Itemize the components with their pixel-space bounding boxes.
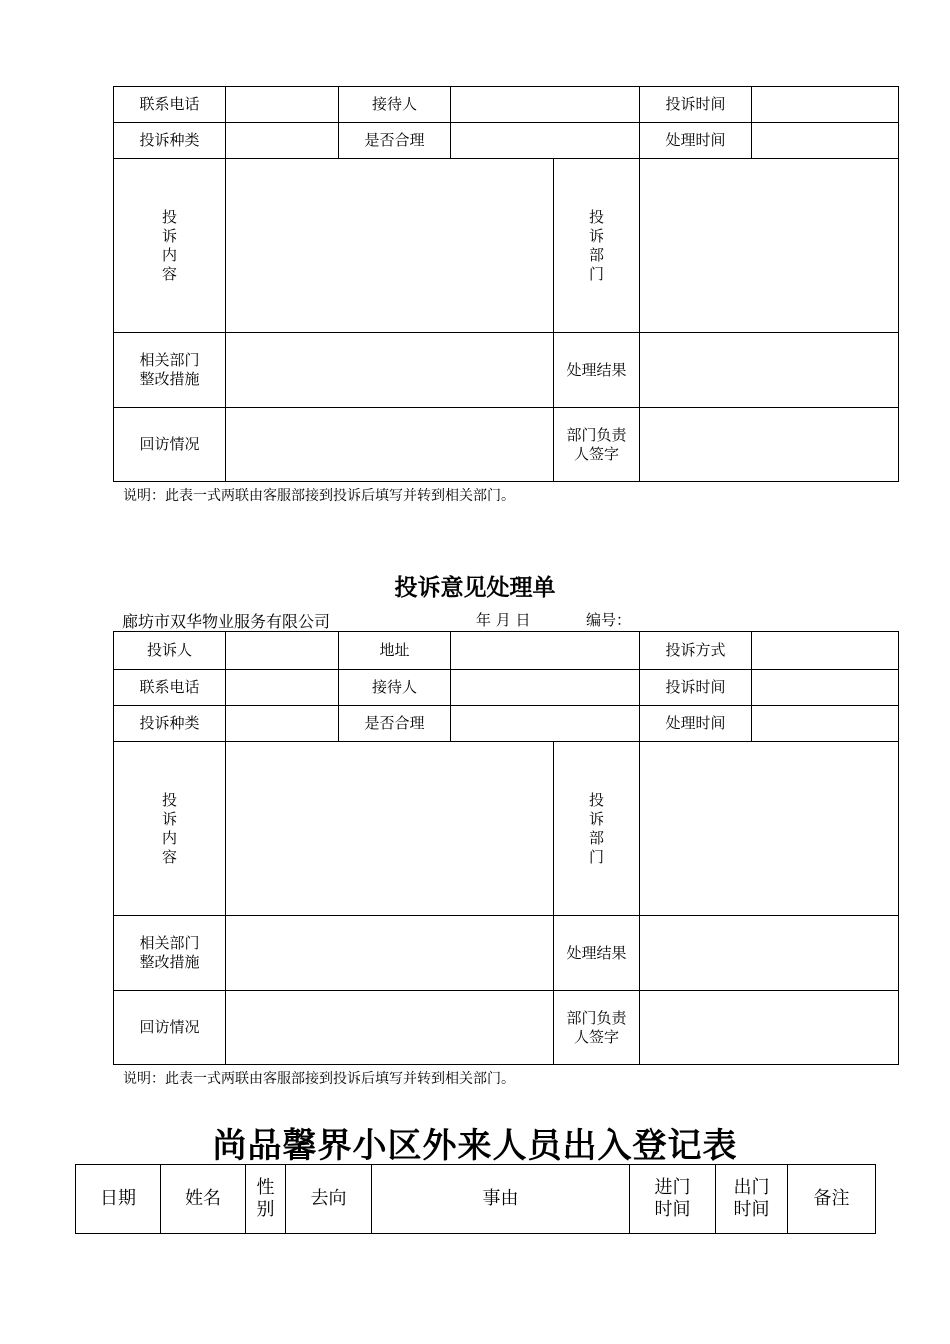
- field-label: 地址: [339, 632, 451, 670]
- field-label: 投诉方式: [640, 632, 752, 670]
- table-row: [114, 916, 899, 991]
- table-row: [114, 991, 899, 1065]
- complaint-dept-cell[interactable]: [640, 742, 899, 916]
- handle-time-cell[interactable]: [752, 706, 899, 742]
- result-label: 处理结果: [554, 916, 640, 991]
- measures-cell[interactable]: [226, 916, 554, 991]
- followup-label: 回访情况: [114, 991, 226, 1065]
- phone-cell[interactable]: [226, 87, 339, 123]
- receiver-cell[interactable]: [451, 87, 640, 123]
- table-row: [114, 670, 899, 706]
- field-label: 处理时间: [640, 123, 752, 159]
- sign-label: 部门负责 人签字: [554, 408, 640, 482]
- followup-label: 回访情况: [114, 408, 226, 482]
- receiver-cell[interactable]: [451, 670, 640, 706]
- field-label: 投诉种类: [114, 706, 226, 742]
- field-label: 是否合理: [339, 123, 451, 159]
- field-label: 联系电话: [114, 87, 226, 123]
- field-label: 投诉人: [114, 632, 226, 670]
- field-label: 联系电话: [114, 670, 226, 706]
- visitor-log-title: 尚品馨界小区外来人员出入登记表: [212, 1126, 738, 1166]
- field-label: 投诉时间: [640, 670, 752, 706]
- field-label: 投诉时间: [640, 87, 752, 123]
- complainant-cell[interactable]: [226, 632, 339, 670]
- table-row: [114, 123, 899, 159]
- column-header: 性 别: [246, 1165, 286, 1234]
- complaint-dept-label: 投 诉 部 门: [554, 159, 640, 333]
- sign-cell[interactable]: [640, 408, 899, 482]
- reasonable-cell[interactable]: [451, 706, 640, 742]
- complaint-time-cell[interactable]: [752, 670, 899, 706]
- form-note: 说明：此表一式两联由客服部接到投诉后填写并转到相关部门。: [123, 488, 515, 504]
- followup-cell[interactable]: [226, 408, 554, 482]
- company-name: 廊坊市双华物业服务有限公司: [122, 612, 331, 631]
- table-row: [114, 742, 899, 916]
- complaint-form-second: [113, 631, 898, 1088]
- sign-label: 部门负责 人签字: [554, 991, 640, 1065]
- table-row: [114, 408, 899, 482]
- complaint-time-cell[interactable]: [752, 87, 899, 123]
- field-label: 接待人: [339, 670, 451, 706]
- date-label: 年 月 日: [476, 611, 531, 629]
- address-cell[interactable]: [451, 632, 640, 670]
- phone-cell[interactable]: [226, 670, 339, 706]
- column-header: 事由: [372, 1165, 630, 1234]
- followup-cell[interactable]: [226, 991, 554, 1065]
- field-label: 接待人: [339, 87, 451, 123]
- result-label: 处理结果: [554, 333, 640, 408]
- company-line: [122, 609, 898, 631]
- result-cell[interactable]: [640, 333, 899, 408]
- table-row: [114, 159, 899, 333]
- complaint-form-title: 投诉意见处理单: [394, 574, 556, 601]
- category-cell[interactable]: [226, 706, 339, 742]
- handle-time-cell[interactable]: [752, 123, 899, 159]
- complaint-content-label: 投 诉 内 容: [114, 159, 226, 333]
- form-note: 说明：此表一式两联由客服部接到投诉后填写并转到相关部门。: [123, 1071, 515, 1087]
- measures-label: 相关部门 整改措施: [114, 333, 226, 408]
- complaint-dept-cell[interactable]: [640, 159, 899, 333]
- column-header: 姓名: [161, 1165, 246, 1234]
- complaint-content-cell[interactable]: [226, 742, 554, 916]
- complaint-content-label: 投 诉 内 容: [114, 742, 226, 916]
- column-header: 备注: [788, 1165, 876, 1234]
- sign-cell[interactable]: [640, 991, 899, 1065]
- number-label: 编号：: [586, 611, 632, 629]
- measures-label: 相关部门 整改措施: [114, 916, 226, 991]
- column-header: 去向: [286, 1165, 372, 1234]
- result-cell[interactable]: [640, 916, 899, 991]
- complaint-method-cell[interactable]: [752, 632, 899, 670]
- category-cell[interactable]: [226, 123, 339, 159]
- reasonable-cell[interactable]: [451, 123, 640, 159]
- table-row: [114, 706, 899, 742]
- complaint-form-top: [113, 86, 898, 505]
- table-header-row: [76, 1165, 876, 1234]
- column-header: 日期: [76, 1165, 161, 1234]
- complaint-dept-label: 投 诉 部 门: [554, 742, 640, 916]
- field-label: 处理时间: [640, 706, 752, 742]
- visitor-log-table: [75, 1164, 876, 1234]
- table-row: [114, 87, 899, 123]
- table-row: [114, 632, 899, 670]
- column-header: 进门 时间: [630, 1165, 716, 1234]
- field-label: 投诉种类: [114, 123, 226, 159]
- column-header: 出门 时间: [716, 1165, 788, 1234]
- field-label: 是否合理: [339, 706, 451, 742]
- table-row: [114, 333, 899, 408]
- measures-cell[interactable]: [226, 333, 554, 408]
- complaint-content-cell[interactable]: [226, 159, 554, 333]
